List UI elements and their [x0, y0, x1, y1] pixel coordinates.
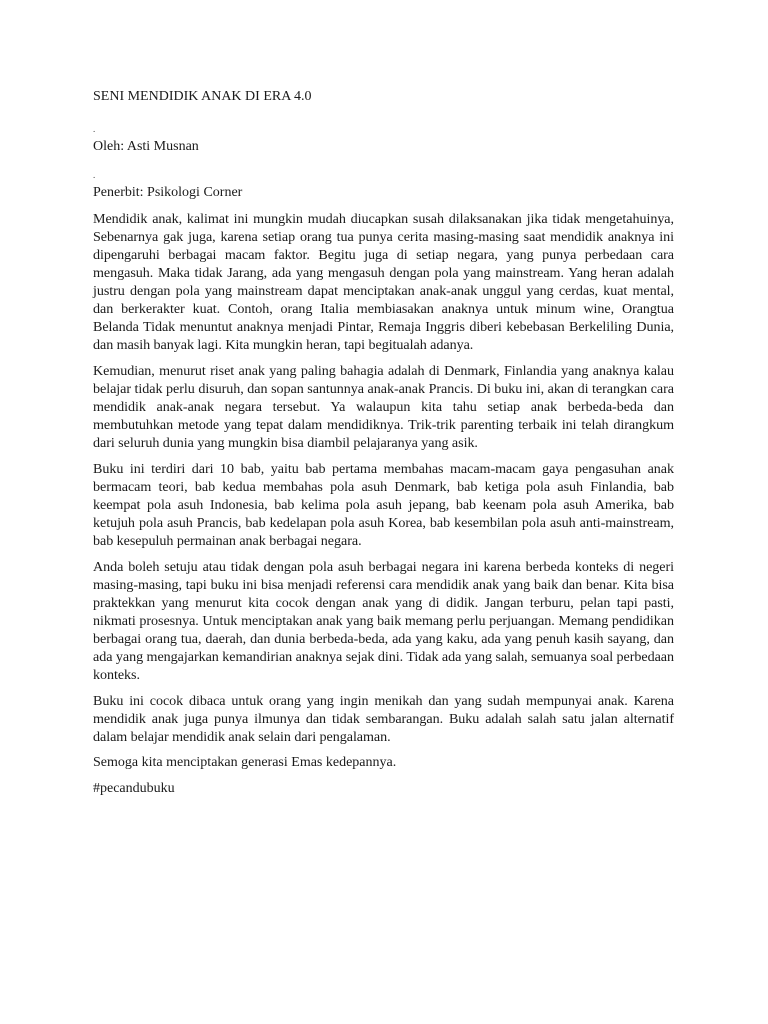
body-paragraph: Kemudian, menurut riset anak yang paling bahagia adalah di Denmark, Finlandia yang anaknya kalau belajar tidak perlu disuruh, dan sopan santunnya anak-anak Prancis. Di buku ini, akan di terangkan cara mendidik anak-anak negara tersebut. Ya walaupun kita tahu setiap anak berbeda-beda dan membutuhkan metode yang tepat dalam mendidiknya. Trik-trik parenting terbaik ini telah dirangkum dari seluruh dunia yang mungkin bisa diambil pelajaranya yang asik.	[93, 363, 674, 451]
publisher-line: Penerbit: Psikologi Corner	[93, 185, 243, 200]
author-line: Oleh: Asti Musnan	[93, 139, 199, 154]
closing-line: Semoga kita menciptakan generasi Emas kedepannya.	[93, 755, 397, 770]
body-paragraph: Mendidik anak, kalimat ini mungkin mudah diucapkan susah dilaksanakan jika tidak mengetahuinya, Sebenarnya gak juga, karena setiap orang tua punya cerita masing-masing saat mendidik anaknya ini dipengaruhi berbagai macam faktor. Begitu juga di setiap negara, yang punya perbedaan cara mengasuh. Maka tidak Jarang, ada yang mengasuh dengan pola yang mainstream. Yang heran adalah justru dengan pola yang mainstream dapat menciptakan anak-anak unggul yang cerdas, kuat mental, dan berkerakter kuat. Contoh, orang Italia membiasakan anaknya untuk minum wine, Orangtua Belanda Tidak menuntut anaknya menjadi Pintar, Remaja Inggris diberi kebebasan Berkeliling Dunia, dan masih banyak lagi. Kita mungkin heran, tapi begitualah adanya.	[93, 211, 674, 353]
separator-dot: .	[93, 170, 96, 180]
separator-dot: .	[93, 124, 96, 134]
document-title: SENI MENDIDIK ANAK DI ERA 4.0	[93, 89, 312, 104]
hashtag: #pecandubuku	[93, 781, 175, 796]
body-paragraph: Anda boleh setuju atau tidak dengan pola asuh berbagai negara ini karena berbeda konteks di negeri masing-masing, tapi buku ini bisa menjadi referensi cara mendidik anak yang baik dan benar. Kita bisa praktekkan yang menurut kita cocok dengan anak yang di didik. Jangan terburu, pelan tapi pasti, nikmati prosesnya. Untuk menciptakan anak yang baik memang perlu perjuangan. Memang pendidikan berbagai orang tua, daerah, dan dunia berbeda-beda, ada yang kaku, ada yang penuh kasih sayang, dan ada yang mengajarkan kemandirian anaknya sejak dini. Tidak ada yang salah, semuanya soal perbedaan konteks.	[93, 559, 674, 683]
body-paragraph: Buku ini cocok dibaca untuk orang yang ingin menikah dan yang sudah mempunyai anak. Karena mendidik anak juga punya ilmunya dan tidak sembarangan. Buku adalah salah satu jalan alternatif dalam belajar mendidik anak selain dari pengalaman.	[93, 693, 674, 745]
body-paragraph: Buku ini terdiri dari 10 bab, yaitu bab pertama membahas macam-macam gaya pengasuhan anak bermacam teori, bab kedua membahas pola asuh Denmark, bab ketiga pola asuh Finlandia, bab keempat pola asuh Indonesia, bab kelima pola asuh jepang, bab keenam pola asuh Amerika, bab ketujuh pola asuh Prancis, bab kedelapan pola asuh Korea, bab kesembilan pola asuh anti-mainstream, bab kesepuluh permainan anak berbagai negara.	[93, 461, 674, 549]
